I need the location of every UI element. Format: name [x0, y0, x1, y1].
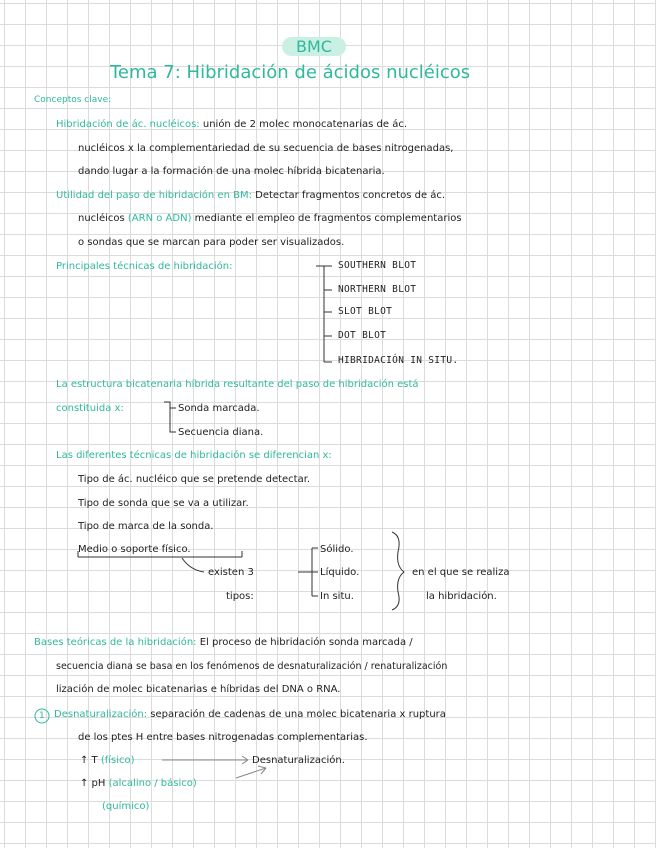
diferencia-item: Tipo de ác. nucléico que se pretende detectar.: [78, 474, 311, 485]
desnat-line1: [54, 708, 446, 721]
tipos-label: tipos:: [226, 591, 254, 602]
factor-temperature-note: (físico): [100, 755, 135, 766]
estructura-item-secuencia: Secuencia diana.: [178, 427, 264, 438]
utilidad-text2b: (ARN o ADN): [127, 213, 192, 224]
factor-ph-symbol: ↑ pH: [80, 778, 106, 789]
hibridacion-label: Hibridación de ác. nucléicos:: [56, 119, 200, 130]
tecnica-item: SLOT BLOT: [338, 306, 393, 317]
hibridacion-line1: [56, 118, 407, 131]
bases-line3: lización de molec bicatenarias e híbridas del DNA o RNA.: [56, 684, 341, 695]
bases-text1: El proceso de hibridación sonda marcada /: [199, 637, 413, 648]
factor-ph-type: (químico): [102, 801, 150, 812]
estructura-item-sonda: Sonda marcada.: [178, 403, 260, 414]
desnat-line2: de los ptes H entre bases nitrogenadas complementarias.: [78, 732, 368, 743]
medio-result-1: en el que se realiza: [412, 567, 510, 578]
utilidad-line1: [56, 189, 445, 202]
utilidad-text2a: nucléicos: [78, 213, 125, 224]
tecnicas-label: Principales técnicas de hibridación:: [56, 261, 233, 272]
utilidad-line2: [78, 212, 462, 225]
utilidad-text1: Detectar fragmentos concretos de ác.: [255, 190, 446, 201]
desnat-label: Desnaturalización:: [54, 709, 148, 720]
tecnica-item: SOUTHERN BLOT: [338, 260, 417, 271]
desnat-text1: separación de cadenas de una molec bicatenaria x ruptura: [150, 709, 446, 720]
estructura-line2: constituida x:: [56, 403, 124, 414]
utilidad-label: Utilidad del paso de hibridación en BM:: [56, 190, 252, 201]
section-heading-conceptos: Conceptos clave:: [34, 95, 112, 105]
tecnica-item: DOT BLOT: [338, 330, 387, 341]
utilidad-text2c: mediante el empleo de fragmentos complementarios: [194, 213, 462, 224]
factor-ph-note: (alcalino / básico): [108, 778, 197, 789]
medio-item: In situ.: [320, 591, 354, 602]
medio-result-2: la hibridación.: [426, 591, 497, 602]
medio-item: Líquido.: [320, 567, 360, 578]
bases-line2: secuencia diana se basa en los fenómenos de desnaturalización / renaturalización: [56, 661, 448, 672]
diferencia-item: Medio o soporte físico.: [78, 544, 191, 555]
tecnica-item: HIBRIDACIÓN IN SITU.: [338, 355, 459, 366]
bases-label: Bases teóricas de la hibridación:: [34, 637, 197, 648]
bases-line1: [34, 636, 413, 649]
existen-label: existen 3: [208, 567, 254, 578]
diferencias-heading: Las diferentes técnicas de hibridación se diferencian x:: [56, 450, 332, 461]
factor-temperature: [80, 754, 135, 767]
subject-title: BMC: [282, 36, 346, 58]
factor-ph: [80, 777, 197, 790]
medio-item: Sólido.: [320, 544, 354, 555]
hibridacion-line2: nucléicos x la complementariedad de su secuencia de bases nitrogenadas,: [78, 143, 454, 154]
hibridacion-text1: unión de 2 molec monocatenarias de ác.: [202, 119, 408, 130]
desnat-result: Desnaturalización.: [252, 755, 345, 766]
diferencia-item: Tipo de sonda que se va a utilizar.: [78, 498, 249, 509]
desnat-number: 1: [39, 711, 45, 721]
factor-temperature-symbol: ↑ T: [80, 755, 98, 766]
utilidad-line3: o sondas que se marcan para poder ser visualizados.: [78, 237, 345, 248]
page-title: Tema 7: Hibridación de ácidos nucléicos: [110, 62, 471, 83]
tecnica-item: NORTHERN BLOT: [338, 284, 417, 295]
hibridacion-line3: dando lugar a la formación de una molec híbrida bicatenaria.: [78, 166, 385, 177]
estructura-line1: La estructura bicatenaria híbrida resultante del paso de hibridación está: [56, 379, 419, 390]
diferencia-item: Tipo de marca de la sonda.: [78, 521, 214, 532]
